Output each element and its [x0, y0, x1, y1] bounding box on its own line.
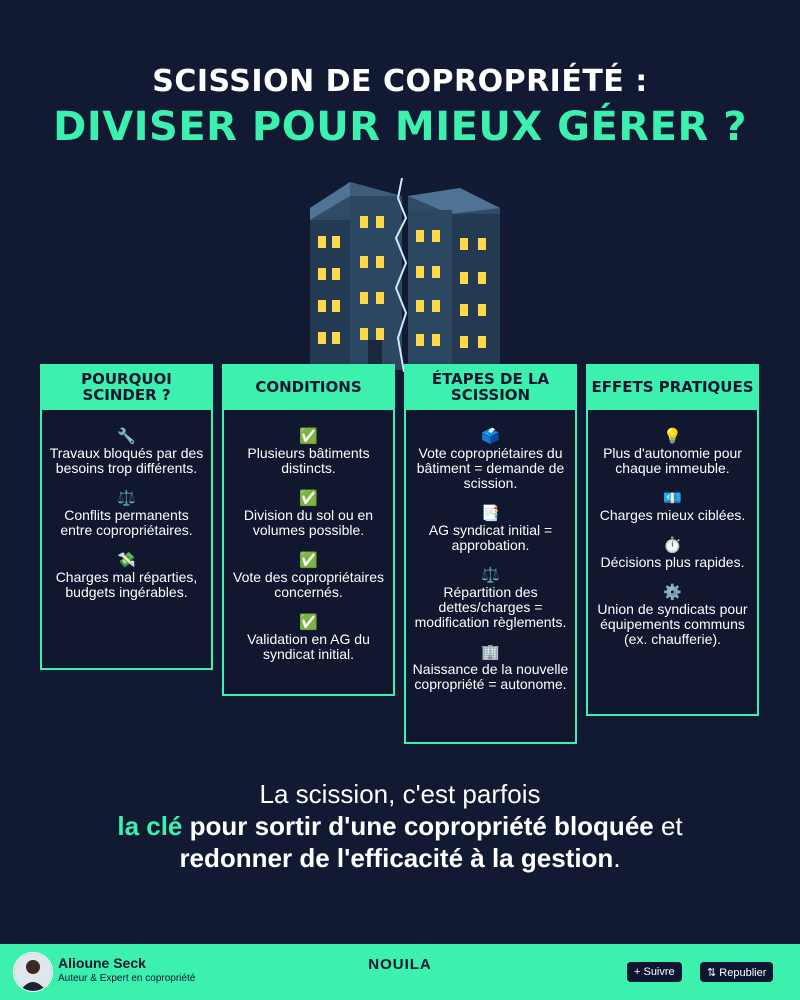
- split-building-illustration: [290, 178, 520, 372]
- list-item: 🔧 Travaux bloqués par des besoins trop différents.: [49, 428, 204, 476]
- author-role: Auteur & Expert en copropriété: [58, 973, 196, 984]
- column-heading: CONDITIONS: [222, 364, 395, 408]
- list-item: ✅ Plusieurs bâtiments distincts.: [230, 428, 387, 476]
- column-heading: POURQUOI SCINDER ?: [40, 364, 213, 408]
- euro-banknote-icon: 💶: [663, 490, 682, 507]
- column-conditions: [222, 364, 395, 696]
- list-item: 🏢 Naissance de la nouvelle copropriété = autonome.: [410, 644, 571, 692]
- repost-button[interactable]: ⇅ Republier: [700, 962, 773, 982]
- nouila-logo: NOUILA: [368, 956, 432, 973]
- list-item: ⚙️ Union de syndicats pour équipements communs (ex. chaufferie).: [592, 584, 753, 647]
- column-heading: EFFETS PRATIQUES: [586, 364, 759, 408]
- check-mark-icon: ✅: [299, 614, 318, 631]
- column-why-split: [40, 364, 213, 670]
- list-item: ✅ Division du sol ou en volumes possible.: [230, 490, 387, 538]
- wrench-icon: 🔧: [117, 428, 136, 445]
- stopwatch-icon: ⏱️: [663, 537, 682, 554]
- light-bulb-icon: 💡: [663, 428, 682, 445]
- conclusion-line3: redonner de l'efficacité à la gestion.: [179, 843, 621, 873]
- column-steps: [404, 364, 577, 744]
- balance-scale-icon: ⚖️: [117, 490, 136, 507]
- gear-icon: ⚙️: [663, 584, 682, 601]
- list-item: ✅ Vote des copropriétaires concernés.: [230, 552, 387, 600]
- check-mark-icon: ✅: [299, 490, 318, 507]
- list-item: ⚖️ Conflits permanents entre copropriétaires.: [48, 490, 205, 538]
- list-item: 📑 AG syndicat initial = approbation.: [410, 505, 571, 553]
- footer-bar: [0, 944, 800, 1000]
- conclusion-line1: La scission, c'est parfois: [259, 779, 541, 809]
- list-item: ⏱️ Décisions plus rapides.: [592, 537, 753, 570]
- page-title-line2: DIVISER POUR MIEUX GÉRER ?: [53, 104, 747, 150]
- page-title-line1: SCISSION DE COPROPRIÉTÉ :: [152, 64, 648, 99]
- avatar[interactable]: [13, 952, 53, 992]
- list-item: ✅ Validation en AG du syndicat initial.: [230, 614, 387, 662]
- follow-button[interactable]: + Suivre: [627, 962, 682, 982]
- list-item: 💸 Charges mal réparties, budgets ingérables.: [48, 552, 205, 600]
- author-name: Alioune Seck: [58, 955, 146, 971]
- list-item: 🗳️ Vote copropriétaires du bâtiment = demande de scission.: [410, 428, 571, 491]
- money-with-wings-icon: 💸: [117, 552, 136, 569]
- list-item: 💡 Plus d'autonomie pour chaque immeuble.: [592, 428, 753, 476]
- office-building-icon: 🏢: [481, 644, 500, 661]
- list-item: 💶 Charges mieux ciblées.: [592, 490, 753, 523]
- documents-icon: 📑: [481, 505, 500, 522]
- check-mark-icon: ✅: [299, 428, 318, 445]
- column-heading: ÉTAPES DE LA SCISSION: [404, 364, 577, 408]
- balance-scale-icon: ⚖️: [481, 567, 500, 584]
- list-item: ⚖️ Répartition des dettes/charges = modification règlements.: [410, 567, 571, 630]
- column-effects: [586, 364, 759, 716]
- conclusion-line2: la clé pour sortir d'une copropriété bloquée et: [117, 811, 683, 841]
- ballot-box-icon: 🗳️: [481, 428, 500, 445]
- check-mark-icon: ✅: [299, 552, 318, 569]
